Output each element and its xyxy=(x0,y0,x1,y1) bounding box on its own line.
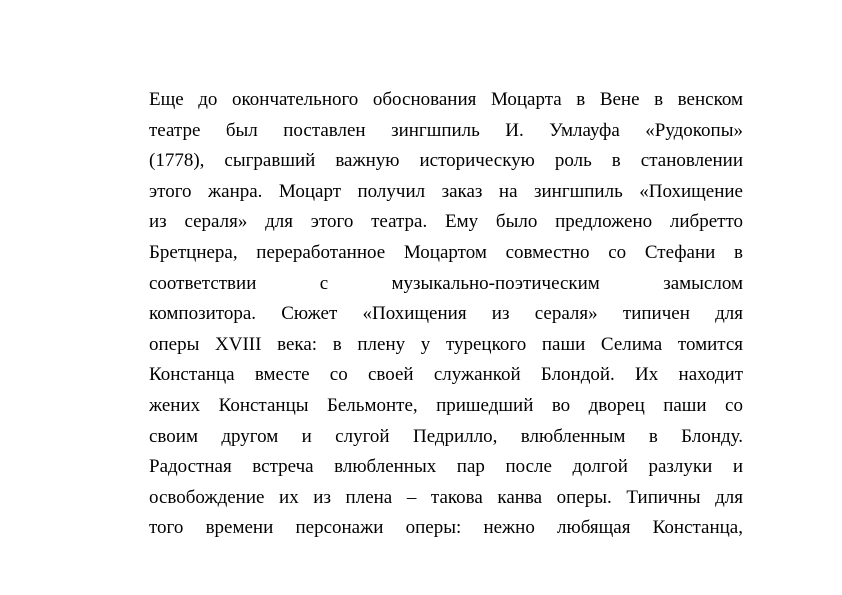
body-paragraph xyxy=(149,85,743,544)
text-line: Бретцнера, переработанное Моцартом совместно со Стефани в xyxy=(149,241,743,263)
text-line: того времени персонажи оперы: нежно любящая Констанца, xyxy=(149,517,743,539)
text-line: Еще до окончательного обоснования Моцарта в Вене в венском xyxy=(149,89,743,110)
text-line: Радостная встреча влюбленных пар после долгой разлуки и xyxy=(149,456,743,478)
text-line: освобождение их из плена – такова канва оперы. Типичны для xyxy=(149,486,743,508)
text-line: жених Констанцы Бельмонте, пришедший во дворец паши со xyxy=(149,394,743,416)
text-line: оперы XVIII века: в плену у турецкого паши Селима томится xyxy=(149,333,743,355)
text-line: своим другом и слугой Педрилло, влюбленным в Блонду. xyxy=(149,425,743,447)
text-line: из сераля» для этого театра. Ему было предложено либретто xyxy=(149,211,743,233)
text-line: театре был поставлен зингшпиль И. Умлауфа «Рудокопы» xyxy=(149,119,743,141)
text-line: композитора. Сюжет «Похищения из сераля» типичен для xyxy=(149,303,743,325)
text-line: соответствии с музыкально-поэтическим замыслом xyxy=(149,272,743,294)
text-line: (1778), сыгравший важную историческую роль в становлении xyxy=(149,150,743,172)
text-line: этого жанра. Моцарт получил заказ на зингшпиль «Похищение xyxy=(149,180,743,202)
text-line: Констанца вместе со своей служанкой Блондой. Их находит xyxy=(149,364,743,386)
